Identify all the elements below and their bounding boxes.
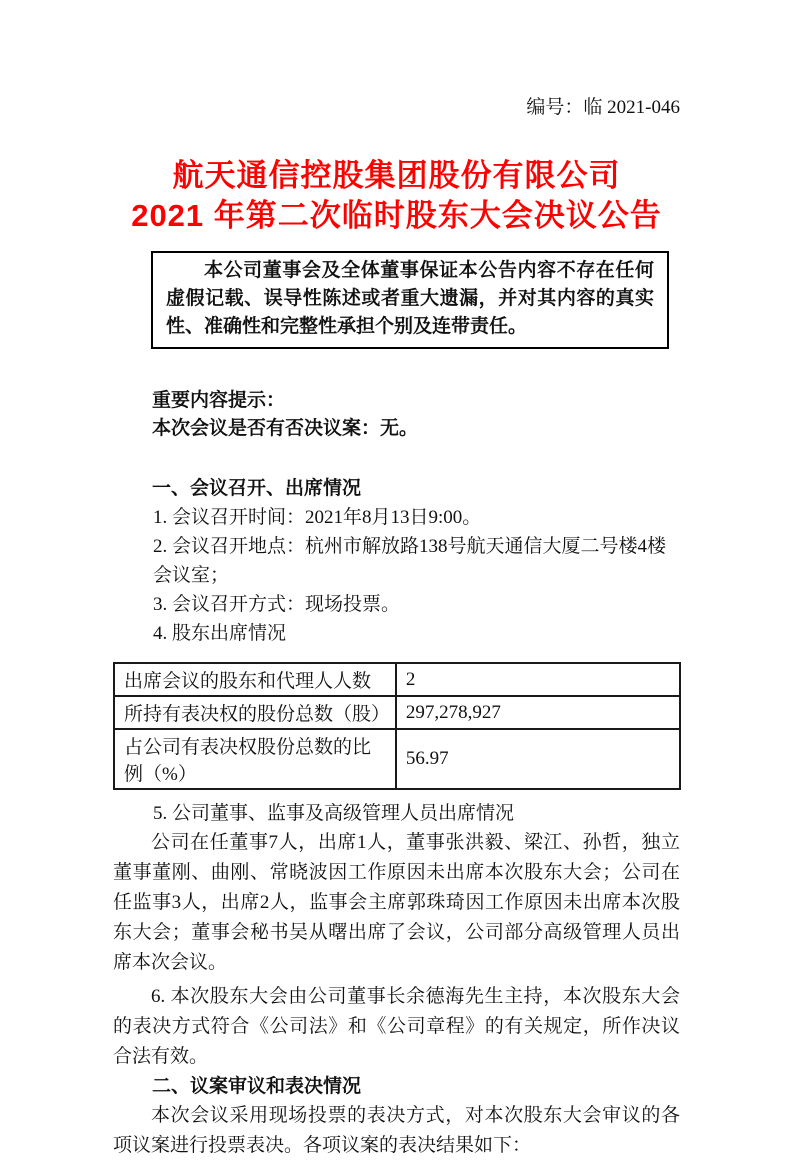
important-hints: [152, 387, 680, 443]
directors-attendance-paragraph: 公司在任董事7人，出席1人，董事张洪毅、梁江、孙哲，独立董事董刚、曲刚、常晓波因工作原因未出席本次股东大会；公司在任监事3人，出席2人，监事会主席郭珠琦因工作原因未出席本次股东大会；董事会秘书吴从曙出席了会议，公司部分高级管理人员出席本次会议。: [113, 832, 680, 973]
title-line-2: 2021 年第二次临时股东大会决议公告: [131, 198, 662, 233]
title-line-1: 航天通信控股集团股份有限公司: [172, 158, 621, 193]
attendance-table: [113, 662, 681, 790]
voting-shares-label: 所持有表决权的股份总数（股）: [114, 696, 396, 729]
voting-ratio-label: 占公司有表决权股份总数的比例（%）: [114, 729, 396, 789]
doc-number: 编号：临 2021-046: [526, 97, 680, 118]
shareholder-attendance-item: 4. 股东出席情况: [153, 623, 287, 644]
table-row: [114, 729, 680, 789]
meeting-host-paragraph: 6. 本次股东大会由公司董事长余德海先生主持，本次股东大会的表决方式符合《公司法》和《公司章程》的有关规定，所作决议合法有效。: [113, 986, 680, 1067]
hint-veto-line: 本次会议是否有否决议案：无。: [152, 418, 419, 439]
hint-heading: 重要内容提示：: [152, 390, 286, 411]
meeting-method-item: 3. 会议召开方式：现场投票。: [153, 594, 401, 615]
directors-attendance-item: 5. 公司董事、监事及高级管理人员出席情况: [153, 803, 515, 824]
document-title: [113, 156, 680, 236]
table-row: [114, 663, 680, 696]
section-2-heading: 二、议案审议和表决情况: [152, 1076, 362, 1097]
table-row: [114, 696, 680, 729]
disclaimer-text: 本公司董事会及全体董事保证本公告内容不存在任何虚假记载、误导性陈述或者重大遗漏，并对其内容的真实性、准确性和完整性承担个别及连带责任。: [166, 260, 654, 337]
voting-shares-value: 297,278,927: [396, 696, 680, 729]
disclaimer-box: [151, 251, 669, 349]
voting-method-paragraph: 本次会议采用现场投票的表决方式，对本次股东大会审议的各项议案进行投票表决。各项议案的表决结果如下：: [113, 1105, 680, 1156]
meeting-place-item: 2. 会议召开地点：杭州市解放路138号航天通信大厦二号楼4楼会议室；: [153, 536, 667, 586]
attendee-count-value: 2: [396, 663, 680, 696]
voting-ratio-value: 56.97: [396, 729, 680, 789]
section-1-heading: 一、会议召开、出席情况: [152, 478, 362, 499]
attendee-count-label: 出席会议的股东和代理人人数: [114, 663, 396, 696]
meeting-time-item: 1. 会议召开时间：2021年8月13日9:00。: [153, 507, 482, 528]
